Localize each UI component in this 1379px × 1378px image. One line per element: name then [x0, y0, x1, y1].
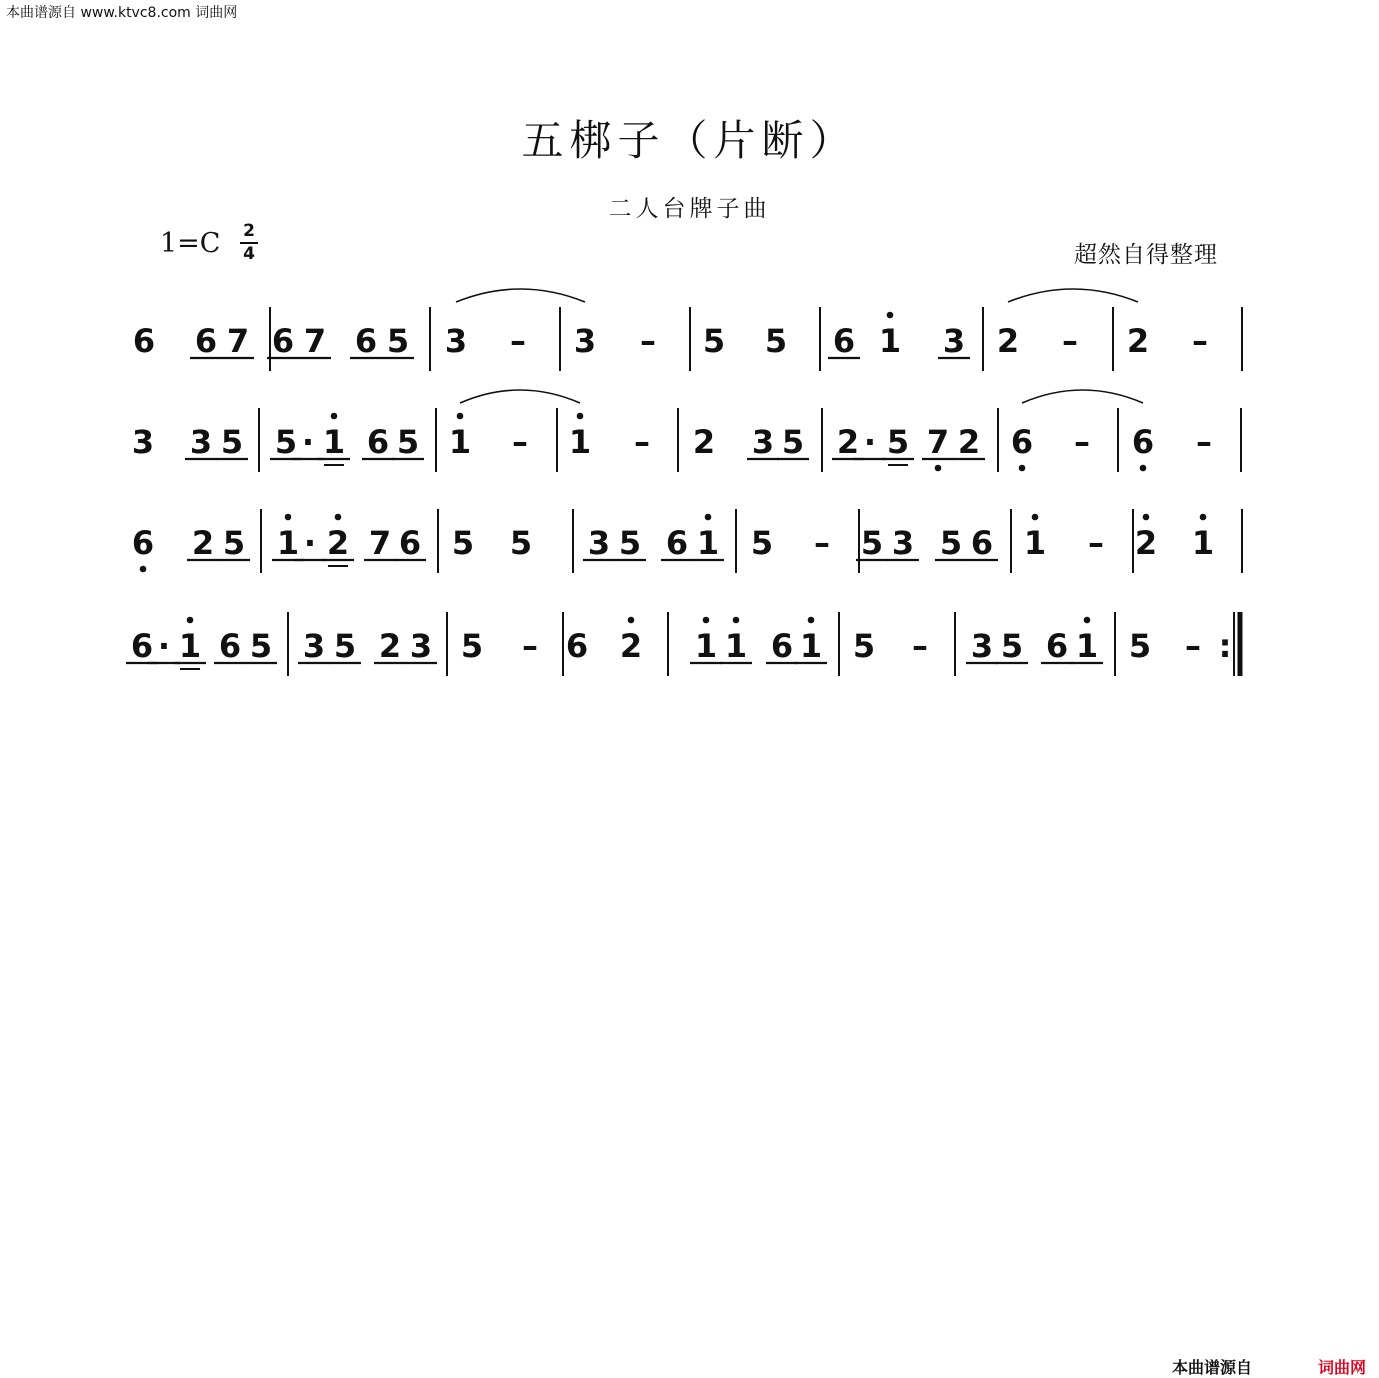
note-digit: 6: [1131, 423, 1155, 461]
note-digit: 3: [573, 322, 597, 360]
note-digit: 3: [189, 423, 213, 461]
note-digit: 1: [568, 423, 592, 461]
note-digit: 5: [764, 322, 788, 360]
note-digit: 1: [276, 524, 300, 562]
octave-dot-high: [1032, 514, 1039, 521]
note-digit: 5: [1000, 627, 1024, 665]
note-digit: 5: [781, 423, 805, 461]
note-digit: 6: [565, 627, 589, 665]
arranger-credit: 超然自得整理: [1074, 242, 1218, 268]
note-digit: 1: [1191, 524, 1215, 562]
note-digit: 5: [333, 627, 357, 665]
note-digit: 2: [619, 627, 643, 665]
note-digit: 2: [1126, 322, 1150, 360]
octave-dot-low: [1140, 465, 1147, 472]
note-digit: 5: [939, 524, 963, 562]
sustain-dash: –: [510, 322, 526, 360]
octave-dot-low: [1019, 465, 1026, 472]
sustain-dash: –: [912, 627, 928, 665]
note-digit: 3: [751, 423, 775, 461]
note-digit: 3: [970, 627, 994, 665]
note-digit: 5: [618, 524, 642, 562]
score-subtitle: 二人台牌子曲: [608, 196, 771, 222]
octave-dot-high: [703, 617, 710, 624]
note-digit: 5: [860, 524, 884, 562]
note-digit: 6: [832, 322, 856, 360]
tie-arc: [456, 289, 585, 302]
note-digit: 2: [692, 423, 716, 461]
note-digit: 6: [366, 423, 390, 461]
note-digit: 3: [942, 322, 966, 360]
note-digit: 6: [398, 524, 422, 562]
note-digit: 2: [836, 423, 860, 461]
note-digit: 5: [509, 524, 533, 562]
octave-dot-high: [628, 617, 635, 624]
octave-dot-high: [187, 617, 194, 624]
note-digit: 5: [1128, 627, 1152, 665]
sustain-dash: –: [1192, 322, 1208, 360]
note-digit: 3: [131, 423, 155, 461]
sustain-dash: –: [522, 627, 538, 665]
note-digit: 1: [1075, 627, 1099, 665]
tie-arc: [460, 390, 580, 403]
note-digit: 5: [886, 423, 910, 461]
octave-dot-high: [285, 514, 292, 521]
note-digit: 5: [396, 423, 420, 461]
note-digit: 6: [665, 524, 689, 562]
note-digit: 6: [271, 322, 295, 360]
note-digit: 3: [409, 627, 433, 665]
note-digit: 6: [970, 524, 994, 562]
octave-dot-high: [1084, 617, 1091, 624]
note-digit: 6: [130, 627, 154, 665]
note-digit: 2: [378, 627, 402, 665]
time-signature-bottom: 4: [243, 244, 255, 264]
note-digit: 1: [1023, 524, 1047, 562]
note-digit: 1: [799, 627, 823, 665]
octave-dot-high: [457, 413, 464, 420]
note-digit: 5: [460, 627, 484, 665]
note-digit: 2: [326, 524, 350, 562]
note-digit: 5: [386, 322, 410, 360]
octave-dot-low: [140, 566, 147, 573]
note-digit: 1: [322, 423, 346, 461]
note-digit: 6: [1045, 627, 1069, 665]
octave-dot-high: [331, 413, 338, 420]
note-digit: 7: [303, 322, 327, 360]
note-digit: 1: [694, 627, 718, 665]
sustain-dash: –: [1185, 627, 1201, 665]
note-digit: 1: [178, 627, 202, 665]
dot-rhythm: ·: [303, 524, 317, 562]
note-digit: 3: [302, 627, 326, 665]
dot-rhythm: ·: [863, 423, 877, 461]
note-digit: 2: [996, 322, 1020, 360]
note-digit: 6: [131, 524, 155, 562]
note-digit: 5: [750, 524, 774, 562]
note-digit: 5: [249, 627, 273, 665]
note-digit: 3: [891, 524, 915, 562]
note-digit: 5: [274, 423, 298, 461]
sustain-dash: –: [1062, 322, 1078, 360]
note-digit: 3: [444, 322, 468, 360]
note-digit: 6: [770, 627, 794, 665]
footer-site-label[interactable]: 词曲网: [1318, 1358, 1367, 1377]
sustain-dash: –: [512, 423, 528, 461]
note-digit: 7: [926, 423, 950, 461]
sustain-dash: –: [814, 524, 830, 562]
note-digit: 5: [451, 524, 475, 562]
note-digit: 6: [218, 627, 242, 665]
octave-dot-high: [1143, 514, 1150, 521]
tie-arc: [1022, 390, 1143, 403]
note-digit: 6: [354, 322, 378, 360]
note-digit: 3: [587, 524, 611, 562]
tie-arc: [1008, 289, 1138, 302]
note-digit: 6: [194, 322, 218, 360]
note-digit: 5: [220, 423, 244, 461]
note-digit: 5: [222, 524, 246, 562]
octave-dot-high: [577, 413, 584, 420]
note-digit: 1: [696, 524, 720, 562]
note-digit: 6: [132, 322, 156, 360]
key-signature: 1=C: [160, 228, 221, 259]
note-digit: 1: [878, 322, 902, 360]
sustain-dash: –: [1074, 423, 1090, 461]
note-digit: 5: [852, 627, 876, 665]
sustain-dash: –: [634, 423, 650, 461]
octave-dot-high: [887, 312, 894, 319]
octave-dot-high: [335, 514, 342, 521]
footer-source-label: 本曲谱源自: [1172, 1358, 1253, 1377]
note-digit: 5: [702, 322, 726, 360]
note-digit: 1: [448, 423, 472, 461]
sustain-dash: –: [1196, 423, 1212, 461]
octave-dot-high: [1200, 514, 1207, 521]
dot-rhythm: ·: [301, 423, 315, 461]
source-line: 本曲谱源自 www.ktvc8.com 词曲网: [6, 5, 238, 21]
note-digit: 7: [368, 524, 392, 562]
note-digit: 2: [1134, 524, 1158, 562]
note-digit: 1: [724, 627, 748, 665]
octave-dot-high: [733, 617, 740, 624]
note-digit: 6: [1010, 423, 1034, 461]
dot-rhythm: ·: [157, 627, 171, 665]
note-digit: 7: [226, 322, 250, 360]
octave-dot-high: [808, 617, 815, 624]
repeat-sign: :: [1218, 627, 1232, 665]
note-digit: 2: [957, 423, 981, 461]
octave-dot-low: [935, 465, 942, 472]
score-title: 五梆子（片断）: [521, 116, 858, 165]
sustain-dash: –: [1088, 524, 1104, 562]
sustain-dash: –: [640, 322, 656, 360]
time-signature-top: 2: [243, 221, 255, 241]
note-digit: 2: [191, 524, 215, 562]
octave-dot-high: [705, 514, 712, 521]
